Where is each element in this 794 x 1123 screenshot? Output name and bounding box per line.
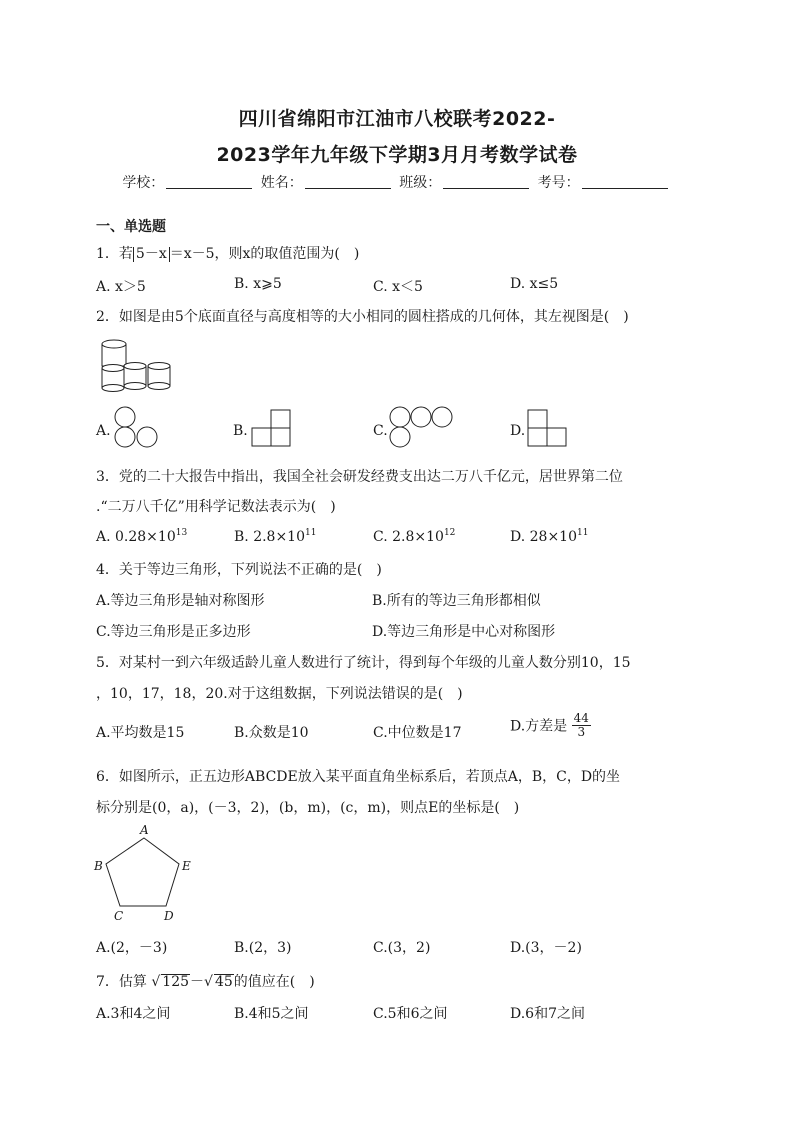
q3-c-base: C. 2.8×10 xyxy=(373,529,444,545)
school-blank[interactable] xyxy=(166,174,252,189)
q3-a-exp: 13 xyxy=(175,528,188,538)
exam-title-line2: 2023学年九年级下学期3月月考数学试卷 xyxy=(216,144,578,166)
q7-radicand-1: 125 xyxy=(162,974,190,990)
question-6-line2: 标分别是(0，a)，(－3，2)，(b，m)，(c，m)，则点E的坐标是( ) xyxy=(96,800,520,816)
q2-cylinders-figure xyxy=(98,336,178,394)
vertex-label-d: D xyxy=(164,909,174,923)
student-info-row xyxy=(0,172,794,192)
q6-option-b[interactable]: B.(2，3) xyxy=(234,940,292,956)
q4-option-d[interactable]: D.等边三角形是中心对称图形 xyxy=(372,624,556,640)
q3-d-exp: 11 xyxy=(577,528,589,538)
q3-c-exp: 12 xyxy=(443,528,456,538)
vertex-label-b: B xyxy=(94,859,103,873)
q7-minus: － xyxy=(190,974,205,990)
vertex-label-e: E xyxy=(182,859,191,873)
q1-text: ＝x－5，则x的取值范围为( ) xyxy=(169,246,360,262)
question-7: 7．估算 √ 125－√ 45的值应在( ) xyxy=(96,974,315,990)
q7-option-d[interactable]: D.6和7之间 xyxy=(510,1006,585,1022)
q5-option-c[interactable]: C.中位数是17 xyxy=(373,725,462,741)
q1-option-d[interactable]: D. x≤5 xyxy=(510,276,559,292)
q2-option-b-figure[interactable] xyxy=(250,408,294,448)
q2-option-d-figure[interactable] xyxy=(526,408,570,448)
q5-frac-num: 44 xyxy=(573,711,589,725)
class-blank[interactable] xyxy=(443,174,529,189)
q2-option-a-label[interactable]: A. xyxy=(96,423,111,439)
question-5-line2: ，10，17，18，20.对于这组数据，下列说法错误的是( ) xyxy=(96,686,463,702)
q7-text: 的值应在( ) xyxy=(233,974,315,990)
q7-option-c[interactable]: C.5和6之间 xyxy=(373,1006,448,1022)
q5-option-a[interactable]: A.平均数是15 xyxy=(96,725,185,741)
exam-no-label: 考号： xyxy=(537,175,580,191)
q2-option-c-label[interactable]: C. xyxy=(373,423,388,439)
q7-number: 7．估算 xyxy=(96,974,147,990)
name-blank[interactable] xyxy=(305,174,391,189)
q2-option-c-figure[interactable] xyxy=(386,404,456,450)
q3-b-exp: 11 xyxy=(305,528,317,538)
section-heading: 一、单选题 xyxy=(96,219,166,235)
question-3-line1: 3．党的二十大报告中指出，我国全社会研发经费支出达二万八千亿元，居世界第二位 xyxy=(96,469,623,485)
q2-option-d-label[interactable]: D. xyxy=(510,423,526,439)
exam-title-line1: 四川省绵阳市江油市八校联考2022- xyxy=(238,108,556,130)
q5-option-d[interactable] xyxy=(510,712,591,739)
q3-option-b[interactable] xyxy=(234,528,316,545)
q7-radicand-2: 45 xyxy=(214,974,233,990)
q4-option-b[interactable]: B.所有的等边三角形都相似 xyxy=(372,593,541,609)
school-label: 学校： xyxy=(122,175,165,191)
q5-d-text: D.方差是 xyxy=(510,718,568,735)
q7-option-a[interactable]: A.3和4之间 xyxy=(96,1006,171,1022)
q3-option-a[interactable] xyxy=(96,528,187,545)
q2-option-a-figure[interactable] xyxy=(110,404,162,450)
q1-option-c[interactable]: C. x＜5 xyxy=(373,279,423,295)
vertex-label-c: C xyxy=(114,909,124,923)
question-1 xyxy=(96,243,359,263)
q5-option-b[interactable]: B.众数是10 xyxy=(234,725,309,741)
question-3-line2: .“二万八千亿”用科学记数法表示为( ) xyxy=(96,499,336,515)
q3-b-base: B. 2.8×10 xyxy=(234,529,305,545)
question-5-line1: 5．对某村一到六年级适龄儿童人数进行了统计，得到每个年级的儿童人数分别10，15 xyxy=(96,655,631,671)
q1-option-b[interactable]: B. x⩾5 xyxy=(234,276,282,292)
q6-option-a[interactable]: A.(2，－3) xyxy=(96,940,168,956)
name-label: 姓名： xyxy=(260,175,303,191)
q5-d-fraction xyxy=(572,712,591,739)
q4-option-a[interactable]: A.等边三角形是轴对称图形 xyxy=(96,593,265,609)
question-6-line1: 6．如图所示，正五边形ABCDE放入某平面直角坐标系后，若顶点A，B，C，D的坐 xyxy=(96,769,621,785)
q6-pentagon-figure xyxy=(92,822,202,924)
q4-option-c[interactable]: C.等边三角形是正多边形 xyxy=(96,624,251,640)
q3-d-base: D. 28×10 xyxy=(510,529,577,545)
q2-option-b-label[interactable]: B. xyxy=(233,423,248,439)
q3-option-d[interactable] xyxy=(510,528,588,545)
question-4: 4．关于等边三角形，下列说法不正确的是( ) xyxy=(96,562,382,578)
q5-frac-den: 3 xyxy=(577,725,586,739)
q1-number: 1．若 xyxy=(96,246,133,262)
q1-option-a[interactable]: A. x＞5 xyxy=(96,279,146,295)
q7-option-b[interactable]: B.4和5之间 xyxy=(234,1006,309,1022)
q3-a-base: A. 0.28×10 xyxy=(96,529,176,545)
class-label: 班级： xyxy=(399,175,442,191)
question-2: 2．如图是由5个底面直径与高度相等的大小相同的圆柱搭成的几何体，其左视图是( ) xyxy=(96,309,629,325)
q1-abs-expression: 5－x xyxy=(133,247,170,262)
exam-no-blank[interactable] xyxy=(582,174,668,189)
q6-option-c[interactable]: C.(3，2) xyxy=(373,940,431,956)
q3-option-c[interactable] xyxy=(373,528,455,545)
q6-option-d[interactable]: D.(3，－2) xyxy=(510,940,582,956)
vertex-label-a: A xyxy=(140,823,149,837)
